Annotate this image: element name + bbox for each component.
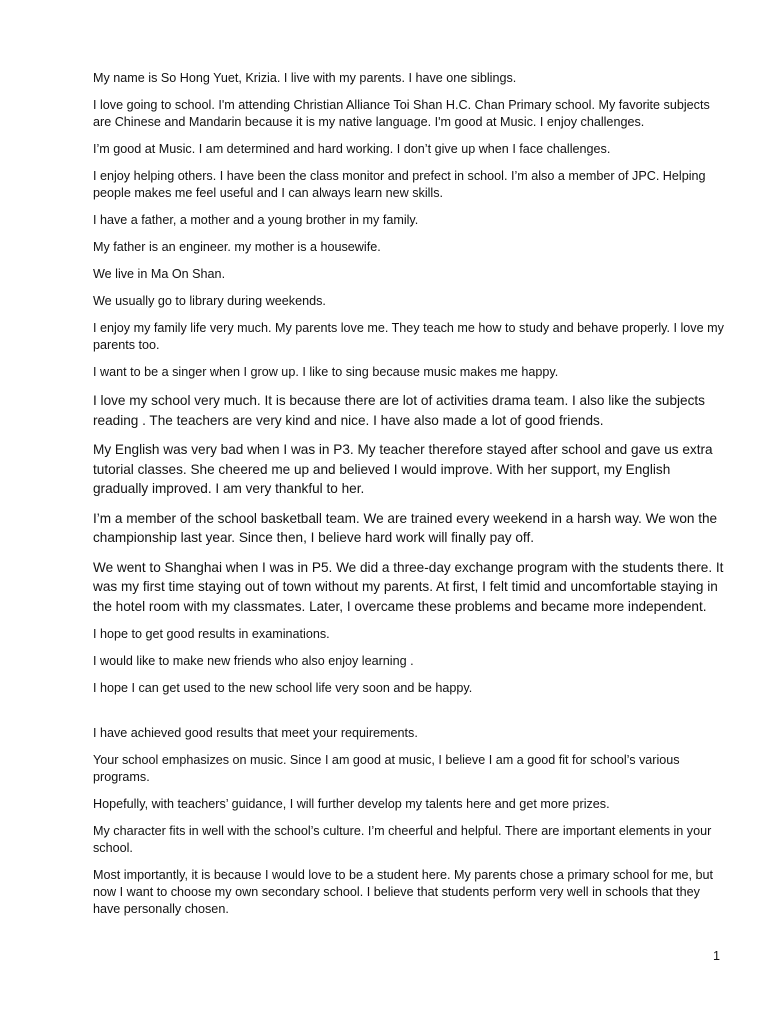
paragraph-music-fit: Your school emphasizes on music. Since I am good at music, I believe I am a good fit for school’s various programs. xyxy=(93,753,680,784)
paragraph-choose-school: Most importantly, it is because I would love to be a student here. My parents chose a primary school for me, but now I want to choose my own secondary school. I believe that students perform very well in schools that they have personally chosen. xyxy=(93,868,713,916)
paragraph-residence: We live in Ma On Shan. xyxy=(93,267,226,281)
paragraph-weekends: We usually go to library during weekends. xyxy=(93,294,326,308)
paragraph-examinations: I hope to get good results in examinations. xyxy=(93,627,330,641)
paragraph-new-friends: I would like to make new friends who also enjoy learning . xyxy=(93,654,414,668)
paragraph-shanghai-trip: We went to Shanghai when I was in P5. We did a three-day exchange program with the students there. It was my first time staying out of town without my parents. At first, I felt timid and uncomfortable staying in the hotel room with my classmates. Later, I overcame these problems and became more independent. xyxy=(93,559,724,614)
paragraph-new-school-life: I hope I can get used to the new school life very soon and be happy. xyxy=(93,681,473,695)
paragraph-basketball: I’m a member of the school basketball team. We are trained every weekend in a harsh way. We won the championship last year. Since then, I believe hard work will finally pay off. xyxy=(93,510,718,545)
document-body xyxy=(93,70,725,928)
paragraph-intro: My name is So Hong Yuet, Krizia. I live with my parents. I have one siblings. xyxy=(93,71,517,85)
paragraph-school: I love going to school. I'm attending Christian Alliance Toi Shan H.C. Chan Primary school. My favorite subjects are Chinese and Mandarin because it is my native language. I'm good at Music. I enjoy challenges. xyxy=(93,98,710,129)
paragraph-ambition: I want to be a singer when I grow up. I like to sing because music makes me happy. xyxy=(93,365,559,379)
paragraph-english-improvement: My English was very bad when I was in P3. My teacher therefore stayed after school and gave us extra tutorial classes. She cheered me up and believed I would improve. With her support, my English gradually improved. I am very thankful to her. xyxy=(93,442,713,496)
paragraph-good-results: I have achieved good results that meet your requirements. xyxy=(93,726,418,740)
paragraph-parents-jobs: My father is an engineer. my mother is a housewife. xyxy=(93,240,381,254)
page-number: 1 xyxy=(712,949,720,963)
paragraph-family-members: I have a father, a mother and a young brother in my family. xyxy=(93,213,419,227)
paragraph-love-school: I love my school very much. It is because there are lot of activities drama team. I also like the subjects reading . The teachers are very kind and nice. I have also made a lot of good friends. xyxy=(93,393,705,428)
paragraph-family-life: I enjoy my family life very much. My parents love me. They teach me how to study and behave properly. I love my parents too. xyxy=(93,321,724,352)
paragraph-music-strengths: I’m good at Music. I am determined and hard working. I don’t give up when I face challenges. xyxy=(93,142,611,156)
paragraph-school-culture: My character fits in well with the school’s culture. I’m cheerful and helpful. There are important elements in your school. xyxy=(93,824,712,855)
paragraph-helping-others: I enjoy helping others. I have been the class monitor and prefect in school. I’m also a member of JPC. Helping people makes me feel useful and I can always learn new skills. xyxy=(93,169,706,200)
paragraph-teacher-guidance: Hopefully, with teachers’ guidance, I will further develop my talents here and get more prizes. xyxy=(93,797,610,811)
paragraph-spacer xyxy=(93,707,725,725)
